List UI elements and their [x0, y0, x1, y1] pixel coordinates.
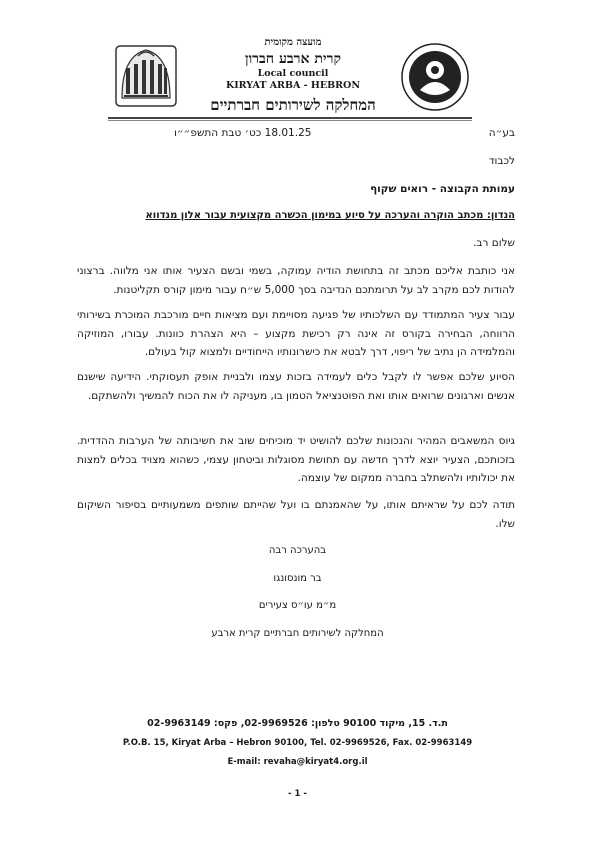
- greeting: שלום רב.: [473, 237, 515, 249]
- header-divider-thin: [108, 120, 472, 121]
- page-number: - 1 -: [288, 789, 307, 799]
- council-type-en: Local council: [257, 68, 329, 79]
- header-divider: [108, 117, 472, 119]
- footer-address-english: P.O.B. 15, Kiryat Arba – Hebron 90100, Tel. 02-9969526, Fax. 02-9963149: [122, 738, 473, 748]
- council-name: קרית ארבע חברון: [245, 51, 341, 67]
- recipient: עמותת הקבוצה - רואים שקוף: [370, 183, 515, 195]
- subject-line: הנדון: מכתב הוקרה והערכה על סיוע במימון הכשרה מקצועית עבור אלון מנדווא: [145, 210, 515, 221]
- council-name-en: KIRYAT ARBA - HEBRON: [225, 80, 361, 91]
- footer-address-hebrew: ת.ד. 15, מיקוד 90100 טלפון: 02-9969526, פקס: 02-9963149: [147, 718, 448, 729]
- council-type: מועצה מקומית: [264, 37, 322, 48]
- paragraph-5: תודה לכם על שראיתם אותו, על שהאמנתם בו ועל שהייתם שותפים משמעותיים בסיפור השיקום שלו.: [77, 499, 515, 530]
- letter-date: 18.01.25 כט׳ טבת התשפ״״ו: [174, 127, 312, 139]
- department-name: המחלקה לשירותים חברתיים: [210, 96, 376, 114]
- signer-name: בר מונסונגו: [273, 573, 322, 584]
- social-services-logo-icon: [398, 40, 472, 114]
- closing: בהערכה רבה: [268, 545, 327, 556]
- paragraph-4: גיוס המשאבים המהיר והנכונות שלכם להושיט יד מוכיחים שוב את חשיבותה של הערבות ההדדית. בזכותכם, הצעיר יוצא לדרך חדשה עם תחושת מסוגלות וביטחון עצמי, כשהוא מצויד בכלים למצות את יכולותיו ולהשתלב בחברה ממקום של עוצמה.: [77, 435, 515, 484]
- paragraph-2: עבור צעיר המתמודד עם השלכותיו של פגיעה מסויימת ועם מציאות חיים מורכבת המוכרת בשירותי הרווחה, הבחירה בקורס זה אינה רק רכישת מקצוע – היא הצהרת כוונות. עבורו, המוזיקה והמלמידה הן נתיב של ריפוי, דרך לבטא את כישרונותיו הייחודיים ולמצוא קול בעולם.: [77, 309, 515, 358]
- letterhead-text: [196, 36, 390, 115]
- bs-mark: בע״ה: [488, 127, 515, 139]
- municipal-crest-icon: [108, 40, 184, 112]
- footer-email: E-mail: revaha@kiryat4.org.il: [227, 757, 368, 767]
- paragraph-1: אני כותבת אליכם מכתב זה בתחושת הודיה עמוקה, בשמי ובשם הצעיר אותו אני מלווה. ברצוני להודות לכם מקרב לב על תרומתכם הנדיבה בסך 5,000 ש״ח עבור מימון קורס תקליטנות.: [77, 265, 515, 296]
- signer-role: מ״מ עו״ס צעירים: [258, 600, 337, 611]
- signer-department: המחלקה לשירותים חברתיים קרית ארבע: [211, 628, 384, 639]
- letterhead: [0, 0, 595, 120]
- paragraph-3: הסיוע שלכם אפשר לו לקבל כלים לעמידה בזכות עצמו ולבניית אופק תעסוקתי. הידיעה שישנם אנשים וארגונים שרואים אותו ואת הפוטנציאל הטמון בו, מעניקה לו את הכוח להמשיך ולהשתקם.: [77, 371, 515, 402]
- to-label: לכבוד: [488, 155, 515, 167]
